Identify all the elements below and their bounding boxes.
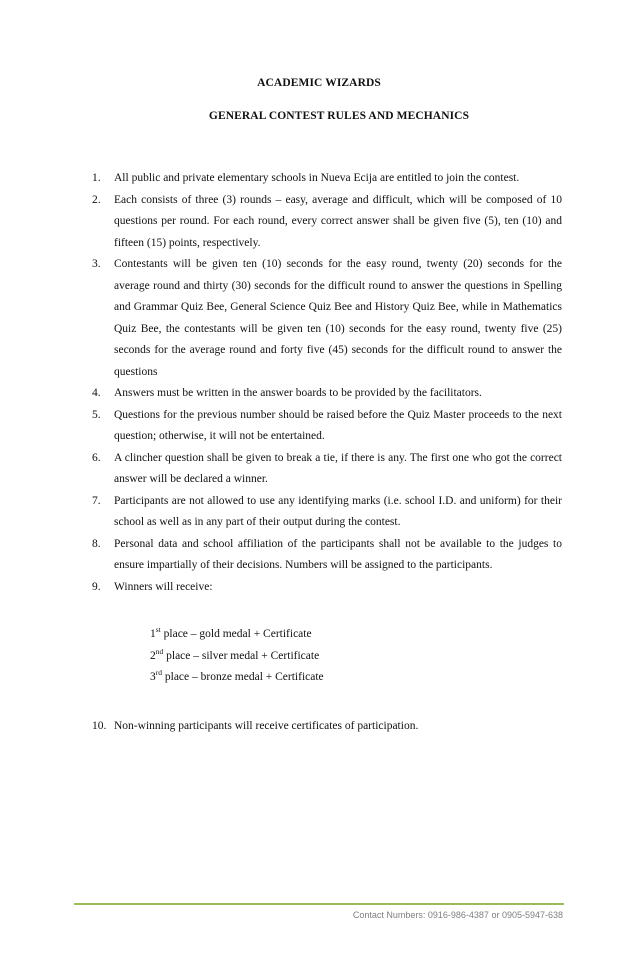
rule-text: Winners will receive: [114,580,213,593]
rule-number: 2. [92,193,101,206]
rule-text: Participants are not allowed to use any identifying marks (i.e. school I.D. and uniform) for their school as well as in any part of their output during the contest. [114,494,562,528]
prize-ordinal-suffix: rd [155,668,162,677]
prize-item [150,624,324,646]
rule-number: 10. [92,720,107,732]
rule-number: 9. [92,580,101,593]
rule-text: Questions for the previous number should be raised before the Quiz Master proceeds to the next question; otherwise, it will not be entertained. [114,408,562,442]
rule-text: Contestants will be given ten (10) seconds for the easy round, twenty (20) seconds for the average round and thirty (30) seconds for the difficult round to answer the questions in Spelling and Grammar Quiz Bee, General Science Quiz Bee and History Quiz Bee, while in Mathematics Quiz Bee, the contestants will be given ten (10) seconds for the easy round, twenty five (25) seconds for the average round and forty five (45) seconds for the difficult round to answer the questions [114,258,562,378]
rule-item [92,448,562,491]
rule-item [92,168,562,190]
prize-ordinal-suffix: st [155,625,161,634]
document-subtitle: GENERAL CONTEST RULES AND MECHANICS [208,110,470,122]
rule-number: 6. [92,451,101,464]
footer-contact: Contact Numbers: 0916-986-4387 or 0905-5947-638 [352,910,563,920]
rule-number: 5. [92,408,101,421]
footer-divider [74,903,564,905]
prize-place: 1 [150,628,156,640]
prize-text: place – silver medal + Certificate [163,649,320,662]
rule-text: Answers must be written in the answer boards to be provided by the facilitators. [114,387,482,399]
rule-number: 8. [92,537,101,550]
rule-item-last [92,716,562,738]
rule-item [92,577,562,599]
rule-item [92,534,562,577]
rule-text: Personal data and school affiliation of the participants shall not be available to the judges to ensure impartially of their decisions. Numbers will be assigned to the participants. [114,537,562,571]
rule-text: A clincher question shall be given to break a tie, if there is any. The first one who got the correct answer will be declared a winner. [114,451,562,485]
rule-number: 1. [92,172,101,184]
rule-number: 7. [92,494,101,507]
rule-item [92,254,562,383]
prize-item [150,667,324,689]
rules-list [92,168,562,598]
prize-item [150,646,324,668]
rule-item [92,190,562,255]
rule-number: 4. [92,387,101,399]
document-title: ACADEMIC WIZARDS [257,77,381,89]
prizes-list [150,624,324,689]
rule-text: Each consists of three (3) rounds – easy, average and difficult, which will be composed of 10 questions per round. For each round, every correct answer shall be given five (5), ten (10) and fifteen (15) points, respectively. [114,193,562,249]
rule-text: All public and private elementary schools in Nueva Ecija are entitled to join the contest. [114,172,520,184]
rule-number: 3. [92,258,101,270]
rule-item [92,405,562,448]
prize-text: place – gold medal + Certificate [160,628,312,640]
prize-place: 2 [150,649,156,662]
prize-ordinal-suffix: nd [155,646,164,656]
rule-item [92,491,562,534]
rule-text: Non-winning participants will receive certificates of participation. [114,720,419,732]
prize-text: place – bronze medal + Certificate [162,671,324,683]
prize-place: 3 [150,671,156,683]
rule-item [92,383,562,405]
